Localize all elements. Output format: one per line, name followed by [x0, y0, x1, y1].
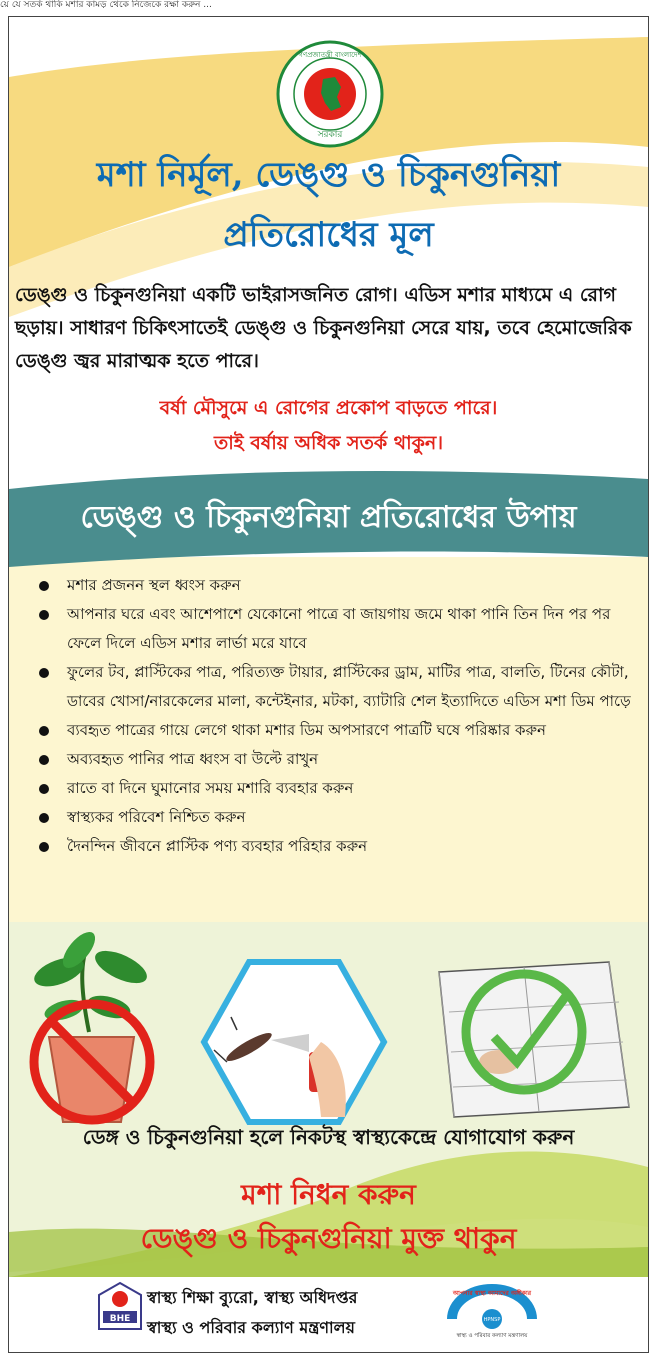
- prevention-tips-list: [35, 571, 635, 861]
- slogan-line-1: মশা নিধন করুন: [241, 1178, 416, 1211]
- poster: [8, 16, 649, 1353]
- list-item: ব্যবহৃত পাত্রের গায়ে লেগে থাকা মশার ডিম অপসারণে পাত্রটি ঘষে পরিষ্কার করুন: [35, 716, 635, 745]
- headline-line-1: মশা নির্মূল, ডেঙ্গু ও চিকুনগুনিয়া: [96, 155, 561, 195]
- seal-top-text: গণপ্রজাতন্ত্রী বাংলাদেশ: [298, 51, 362, 59]
- bullet-icon: [39, 581, 49, 591]
- bhe-logo-text: BHE: [109, 1314, 131, 1324]
- bullet-icon: [39, 842, 49, 852]
- intro-paragraph: ডেঙ্গু ও চিকুনগুনিয়া একটি ভাইরাসজনিত রোগ। এডিস মশার মাধ্যমে এ রোগ ছড়ায়। সাধারণ চিকিৎসাতেই ডেঙ্গু ও চিকুনগুনিয়া সেরে যায়, তবে হেমোজেরিক ডেঙ্গু জ্বর মারাত্মক হতে পারে।: [15, 284, 632, 372]
- contact-health-center-text: ডেঙ্গ ও চিকুনগুনিয়া হলে নিকটস্থ স্বাস্থ্যকেন্দ্রে যোগাযোগ করুন: [82, 1125, 575, 1149]
- mosquito-spray-icon: [204, 962, 384, 1122]
- hpnsp-arc-text: আপনার স্বাস্থ্য আমাদের অঙ্গীকার: [452, 1290, 532, 1297]
- flower-pot-prohibited-icon: [30, 927, 151, 1122]
- footer-line-2: স্বাস্থ্য ও পরিবার কল্যাণ মন্ত্রণালয়: [147, 1318, 355, 1337]
- bullet-icon: [39, 784, 49, 794]
- bullet-icon: [39, 755, 49, 765]
- bullet-icon: [39, 813, 49, 823]
- warning-line-2: তাই বর্ষায় অধিক সতর্ক থাকুন।: [213, 432, 444, 454]
- list-item: দৈনন্দিন জীবনে প্লাস্টিক পণ্য ব্যবহার পরিহার করুন: [35, 832, 635, 861]
- government-seal: [275, 39, 385, 149]
- list-item: স্বাস্থ্যকর পরিবেশ নিশ্চিত করুন: [35, 803, 635, 832]
- list-item: রাতে বা দিনে ঘুমানোর সময় মশারি ব্যবহার করুন: [35, 774, 635, 803]
- bullet-icon: [39, 610, 49, 620]
- bullet-icon: [39, 726, 49, 736]
- slogan-line-2: ডেঙ্গু ও চিকুনগুনিয়া মুক্ত থাকুন: [140, 1222, 517, 1255]
- bhe-logo-icon: [97, 1281, 143, 1331]
- hpnsp-caption: স্বাস্থ্য ও পরিবার কল্যাণ মন্ত্রণালয়: [456, 1333, 528, 1339]
- warning-line-1: বর্ষা মৌসুমে এ রোগের প্রকোপ বাড়তে পারে।: [159, 397, 498, 419]
- list-item: অব্যবহৃত পানির পাত্র ধ্বংস বা উল্টে রাখুন: [35, 745, 635, 774]
- illustrations-row: [9, 922, 648, 1137]
- hpnsp-logo-icon: [437, 1279, 547, 1339]
- prevention-banner-title: ডেঙ্গু ও চিকুনগুনিয়া প্রতিরোধের উপায়: [80, 500, 577, 535]
- hpnsp-center-text: HPNSP: [483, 1317, 501, 1323]
- bullet-icon: [39, 668, 49, 678]
- top-strip-text: য়ে যে সতর্ক থাকি মশার কামড় থেকে নিজেকে রক্ষা করুন ...: [0, 0, 212, 10]
- mosquito-net-approved-icon: [439, 962, 629, 1117]
- list-item: আপনার ঘরে এবং আশেপাশে যেকোনো পাত্রে বা জায়গায় জমে থাকা পানি তিন দিন পর পর ফেলে দিলে এডিস মশার লার্ভা মরে যাবে: [35, 600, 635, 658]
- list-item: মশার প্রজনন স্থল ধ্বংস করুন: [35, 571, 635, 600]
- footer-line-1: স্বাস্থ্য শিক্ষা ব্যুরো, স্বাস্থ্য অধিদপ্তর: [147, 1288, 358, 1307]
- list-item: ফুলের টব, প্লাস্টিকের পাত্র, পরিত্যক্ত টায়ার, প্লাস্টিকের ড্রাম, মাটির পাত্র, বালতি, টিনের কৌটা, ডাবের খোসা/নারকেলের মালা, কন্টেইনার, মটকা, ব্যাটারি শেল ইত্যাদিতে এডিস মশা ডিম পাড়ে: [35, 658, 635, 716]
- headline-line-2: প্রতিরোধের মূল: [223, 215, 434, 255]
- seal-bottom-text: সরকার: [317, 130, 343, 140]
